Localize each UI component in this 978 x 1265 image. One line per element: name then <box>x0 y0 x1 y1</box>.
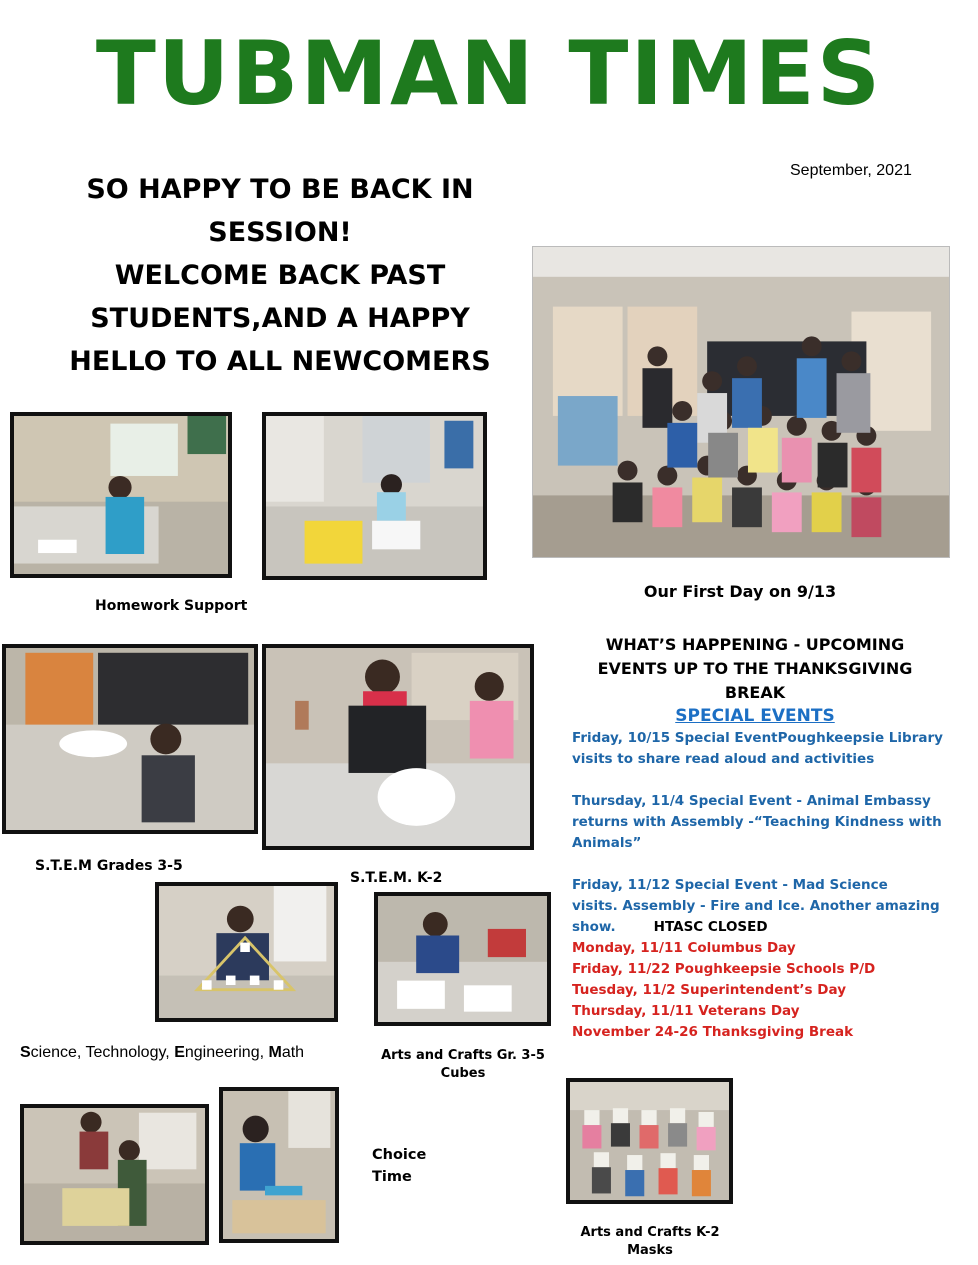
stem-k2-photo <box>262 644 534 850</box>
caption-line: Time <box>372 1169 412 1185</box>
events-heading-line: BREAK <box>724 683 786 702</box>
closed-item: Tuesday, 11/2 Superintendent’s Day <box>572 982 846 998</box>
closed-list <box>572 938 952 1043</box>
event-line: visits. Assembly - Fire and Ice. Another amazing <box>572 898 940 914</box>
arts-k2-caption <box>565 1224 735 1260</box>
stem-word: ngineering, <box>184 1044 269 1061</box>
event-line-text: show. <box>572 919 616 935</box>
event-line <box>572 917 952 938</box>
issue-date: September, 2021 <box>790 162 912 179</box>
event-item <box>572 875 952 938</box>
event-line: Friday, 10/15 Special EventPoughkeepsie Library <box>572 730 943 746</box>
special-events-list <box>572 728 952 1043</box>
arts-crafts-cubes-photo <box>374 892 551 1026</box>
event-item <box>572 791 952 854</box>
caption-line: Cubes <box>440 1066 486 1081</box>
caption-line: Arts and Crafts K-2 <box>580 1225 720 1240</box>
arts-35-caption <box>378 1047 548 1083</box>
stem-marshmallow-photo <box>155 882 338 1022</box>
stem-initial: M <box>268 1044 282 1061</box>
headline-line: HELLO TO ALL NEWCOMERS <box>69 346 491 377</box>
stem-word: ath <box>281 1044 305 1061</box>
event-line: Animals” <box>572 835 642 851</box>
events-heading-line: EVENTS UP TO THE THANKSGIVING <box>597 659 913 678</box>
caption-line: Arts and Crafts Gr. 3-5 <box>381 1048 545 1063</box>
homework-photo-1 <box>10 412 232 578</box>
stem-word: cience, <box>30 1044 86 1061</box>
caption-line: Masks <box>627 1243 673 1258</box>
stem-definition <box>20 1044 360 1062</box>
closed-item: Friday, 11/22 Poughkeepsie Schools P/D <box>572 961 876 977</box>
event-line: returns with Assembly -“Teaching Kindness with <box>572 814 942 830</box>
homework-caption: Homework Support <box>95 598 248 614</box>
first-day-group-photo <box>532 246 950 558</box>
stem-word: Technology, <box>85 1044 175 1061</box>
closed-item: Monday, 11/11 Columbus Day <box>572 940 796 956</box>
choice-time-photo-2 <box>219 1087 339 1243</box>
event-line: Friday, 11/12 Special Event - Mad Science <box>572 877 888 893</box>
stem-35-photo <box>2 644 258 834</box>
events-heading <box>570 633 940 705</box>
first-day-caption: Our First Day on 9/13 <box>643 582 837 601</box>
stem-initial: E <box>174 1044 185 1061</box>
headline <box>50 168 510 383</box>
headline-line: WELCOME BACK PAST <box>114 260 446 291</box>
headline-line: STUDENTS,AND A HAPPY <box>90 303 470 334</box>
headline-line: SO HAPPY TO BE BACK IN <box>86 174 474 205</box>
stem-35-caption: S.T.E.M Grades 3-5 <box>35 858 183 874</box>
masthead-title: TUBMAN TIMES <box>95 22 883 125</box>
closed-item: November 24-26 Thanksgiving Break <box>572 1024 854 1040</box>
homework-photo-2 <box>262 412 487 580</box>
stem-k2-caption: S.T.E.M. K-2 <box>350 870 443 886</box>
event-item <box>572 728 952 770</box>
closed-item: Thursday, 11/11 Veterans Day <box>572 1003 800 1019</box>
special-events-title: SPECIAL EVENTS <box>675 706 835 726</box>
headline-line: SESSION! <box>208 217 352 248</box>
event-line: Thursday, 11/4 Special Event - Animal Embassy <box>572 793 931 809</box>
choice-time-photo-1 <box>20 1104 209 1245</box>
caption-line: Choice <box>372 1147 427 1163</box>
htasc-closed-label: HTASC CLOSED <box>653 919 768 935</box>
events-heading-line: WHAT’S HAPPENING - UPCOMING <box>605 635 905 654</box>
choice-time-caption <box>372 1144 452 1188</box>
arts-crafts-masks-photo <box>566 1078 733 1204</box>
stem-initial: S <box>20 1044 31 1061</box>
event-line: visits to share read aloud and activities <box>572 751 875 767</box>
